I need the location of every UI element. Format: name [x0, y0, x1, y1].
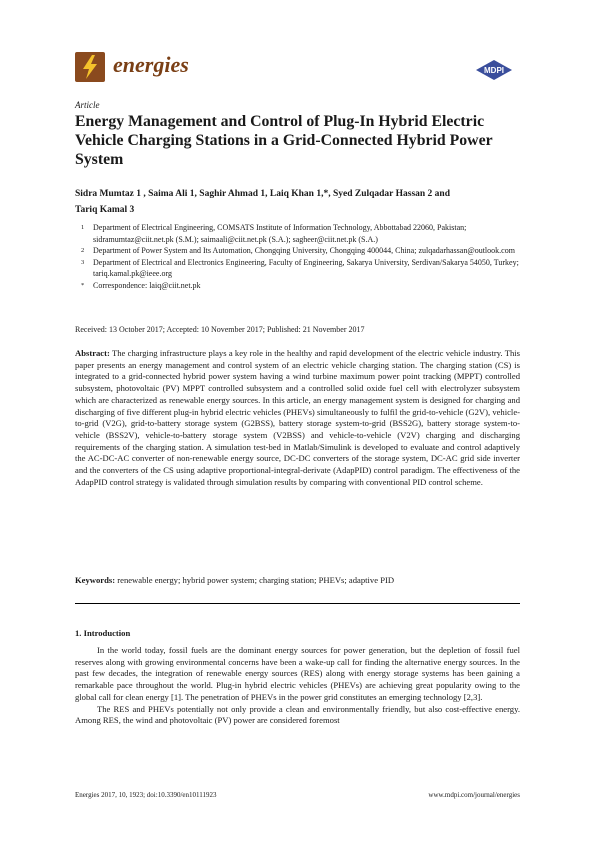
keywords-label: Keywords:: [75, 575, 116, 585]
paragraph: The RES and PHEVs potentially not only provide a clean and environmentally friendly, but also cost-effective energy. Among RES, the wind and photovoltaic (PV) power are considered foremost: [75, 703, 520, 726]
affiliations: [75, 222, 520, 292]
affiliation-1: [75, 222, 520, 245]
svg-text:MDPI: MDPI: [484, 66, 504, 75]
keywords: [75, 575, 520, 585]
affiliation-text: Correspondence: laiq@ciit.net.pk: [93, 280, 201, 290]
affiliation-text: Department of Power System and Its Automation, Chongqing University, Chongqing 400044, China; zulqadarhassan@outlook.com: [93, 246, 515, 256]
publication-dates: Received: 13 October 2017; Accepted: 10 November 2017; Published: 21 November 2017: [75, 325, 365, 334]
abstract-text: The charging infrastructure plays a key role in the healthy and rapid development of the electric vehicle industry. This paper presents an energy management and control system of an electric vehicle charging station. The charging station (CS) is integrated to a grid-connected hybrid power system having a wind turbine maximum power point tracking (MPPT) controlled subsystem, photovoltaic (PV) MPPT controlled subsystem and a controlled solid oxide fuel cell with electrolyzer subsystem which are characterized as renewable energy sources. In this article, an energy management system is designed for charging and discharging of five different plug-in hybrid electric vehicles (PHEVs) simultaneously to fulfil the grid-to-vehicle (G2V), vehicle-to-grid (V2G), grid-to-battery storage system (G2BSS), battery storage system-to-grid (BSS2G), battery storage system-to-vehicle (BSS2V), vehicle-to-battery storage system (V2BSS) and vehicle-to-vehicle (V2V) charging and discharging requirements of the charging station. A simulation test-bed in Matlab/Simulink is developed to evaluate and control adaptively the AC-DC-AC converter of non-renewable energy source, DC-DC converters of the storage system, DC-AC grid side inverter and the converters of the CS using adaptive proportional-integral-derivate (AdapPID) control paradigm. The effectiveness of the AdapPID control strategy is validated through simulation results by comparing with conventional PID control scheme.: [75, 348, 520, 487]
footer-url[interactable]: www.mdpi.com/journal/energies: [428, 791, 520, 799]
affiliation-2: [75, 245, 520, 257]
author-list: [75, 186, 520, 218]
affiliation-number: 1: [81, 224, 85, 231]
paper-title: Energy Management and Control of Plug-In Hybrid Electric Vehicle Charging Stations in a Grid-Connected Hybrid Power System: [75, 113, 493, 168]
affiliation-text: Department of Electrical Engineering, COMSATS Institute of Information Technology, Abbottabad 22060, Pakistan; sidramumtaz@ciit.net.pk (S.M.); saimaali@ciit.net.pk (S.A.); sagheer@ciit.net.pk (S.A.): [93, 223, 467, 244]
affiliation-number: 3: [81, 258, 85, 266]
affiliation-number: *: [81, 281, 85, 289]
affiliation-text: Department of Electrical and Electronics Engineering, Faculty of Engineering, Sakarya University, Serdivan/Sakarya 54050, Turkey; tariq.kamal.pk@ieee.org: [93, 257, 519, 279]
authors-line-1: Sidra Mumtaz 1 , Saima Ali 1, Saghir Ahmad 1, Laiq Khan 1,*, Syed Zulqadar Hassan 2 and: [75, 189, 450, 199]
affiliation-number: 2: [81, 247, 85, 255]
body-text: [75, 645, 520, 727]
divider: [75, 603, 520, 604]
journal-name: energies: [113, 52, 189, 77]
mdpi-logo-icon: [474, 59, 514, 81]
abstract-label: Abstract:: [75, 348, 110, 358]
abstract: [75, 348, 520, 488]
journal-logo-icon: [75, 52, 105, 82]
authors-line-2: Tariq Kamal 3: [75, 205, 135, 215]
keywords-text: renewable energy; hybrid power system; charging station; PHEVs; adaptive PID: [117, 575, 395, 585]
section-heading: 1. Introduction: [75, 628, 131, 638]
paragraph: In the world today, fossil fuels are the dominant energy sources for power generation, but the depletion of fossil fuel reserves along with growing environmental concerns have been a wake-up call for finding the alternative energy sources. In the past few decades, the integration of renewable energy sources (RES) along with energy storage systems has been gaining a remarkable pace throughout the world. Plug-in hybrid electric vehicles (PHEVs) are achieving great popularity owing to the global call for clean energy [1]. The penetration of PHEVs in the power grid constitutes an emerging technology [2,3].: [75, 645, 520, 702]
affiliation-3: [75, 257, 520, 280]
correspondence: [75, 280, 520, 292]
article-type: Article: [75, 100, 100, 110]
footer-citation: Energies 2017, 10, 1923; doi:10.3390/en10111923: [75, 791, 217, 799]
